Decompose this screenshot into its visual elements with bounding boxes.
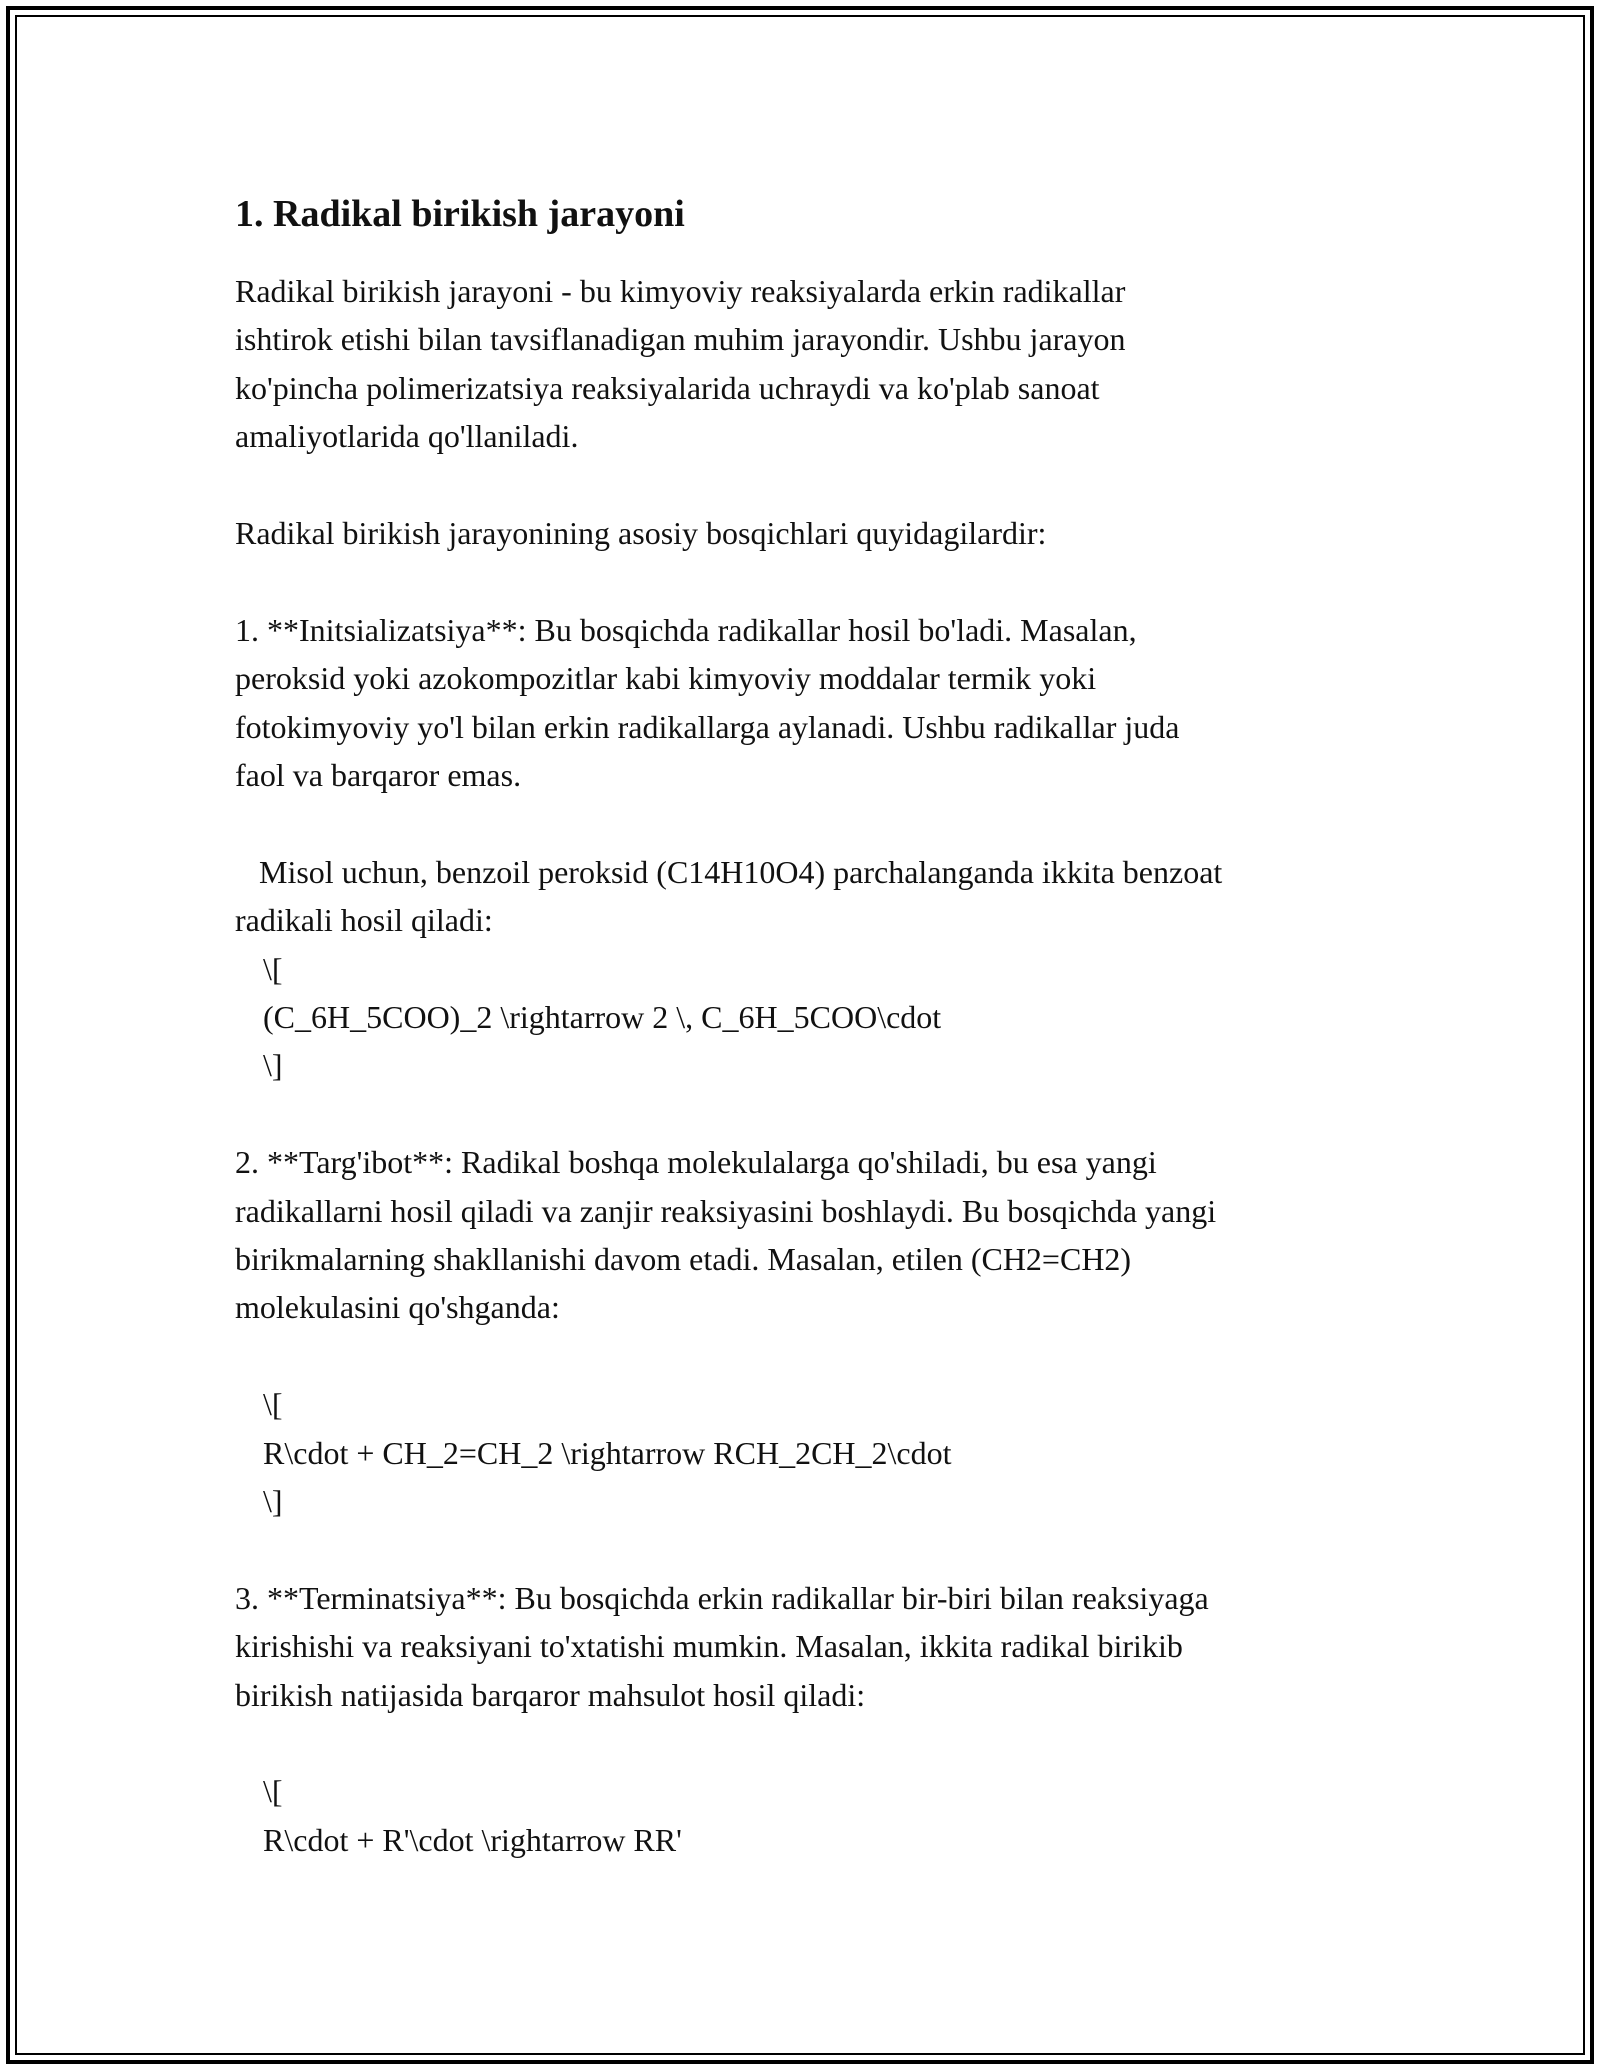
- stages-intro-paragraph: Radikal birikish jarayonining asosiy bosqichlari quyidagilardir:: [235, 515, 1047, 552]
- step2-formula-close: \]: [263, 1483, 283, 1520]
- step1-formula: (C_6H_5COO)_2 \rightarrow 2 \, C_6H_5COO\cdot: [263, 999, 942, 1036]
- step1-formula-open: \[: [263, 950, 283, 987]
- spacer: [235, 557, 1385, 605]
- spacer: [235, 1525, 1385, 1573]
- spacer: [235, 1719, 1385, 1767]
- document-body: [235, 185, 1385, 1864]
- spacer: [235, 1090, 1385, 1138]
- spacer: [235, 799, 1385, 847]
- intro-paragraph: Radikal birikish jarayoni - bu kimyoviy reaksiyalarda erkin radikallar ishtirok etishi bilan tavsiflanadigan muhim jarayondir. Ushbu jarayon ko'pincha polimerizatsiya reaksiyalarida uchraydi va ko'plab sanoat amaliyotlarida qo'llaniladi.: [235, 273, 1126, 455]
- step3-formula: R\cdot + R'\cdot \rightarrow RR': [263, 1821, 682, 1858]
- step1-formula-close: \]: [263, 1047, 283, 1084]
- spacer: [235, 243, 1385, 267]
- step2-formula: R\cdot + CH_2=CH_2 \rightarrow RCH_2CH_2\cdot: [263, 1434, 952, 1471]
- section-heading: 1. Radikal birikish jarayoni: [235, 193, 685, 235]
- step1-example-paragraph: Misol uchun, benzoil peroksid (C14H10O4) parchalanganda ikkita benzoat radikali hosil qiladi:: [235, 853, 1223, 939]
- step3-paragraph: 3. **Terminatsiya**: Bu bosqichda erkin radikallar bir-biri bilan reaksiyaga kirishishi va reaksiyani to'xtatishi mumkin. Masalan, ikkita radikal birikib birikish natijasida barqaror mahsulot hosil qiladi:: [235, 1579, 1209, 1713]
- step3-formula-open: \[: [263, 1773, 283, 1810]
- step2-formula-open: \[: [263, 1386, 283, 1423]
- spacer: [235, 461, 1385, 509]
- step1-paragraph: 1. **Initsializatsiya**: Bu bosqichda radikallar hosil bo'ladi. Masalan, peroksid yoki azokompozitlar kabi kimyoviy moddalar termik yoki fotokimyoviy yo'l bilan erkin radikallarga aylanadi. Ushbu radikallar juda faol va barqaror emas.: [235, 611, 1180, 794]
- step2-paragraph: 2. **Targ'ibot**: Radikal boshqa molekulalarga qo'shiladi, bu esa yangi radikallarni hosil qiladi va zanjir reaksiyasini boshlaydi. Bu bosqichda yangi birikmalarning shakllanishi davom etadi. Masalan, etilen (CH2=CH2) molekulasini qo'shganda:: [235, 1144, 1217, 1326]
- spacer: [235, 1332, 1385, 1380]
